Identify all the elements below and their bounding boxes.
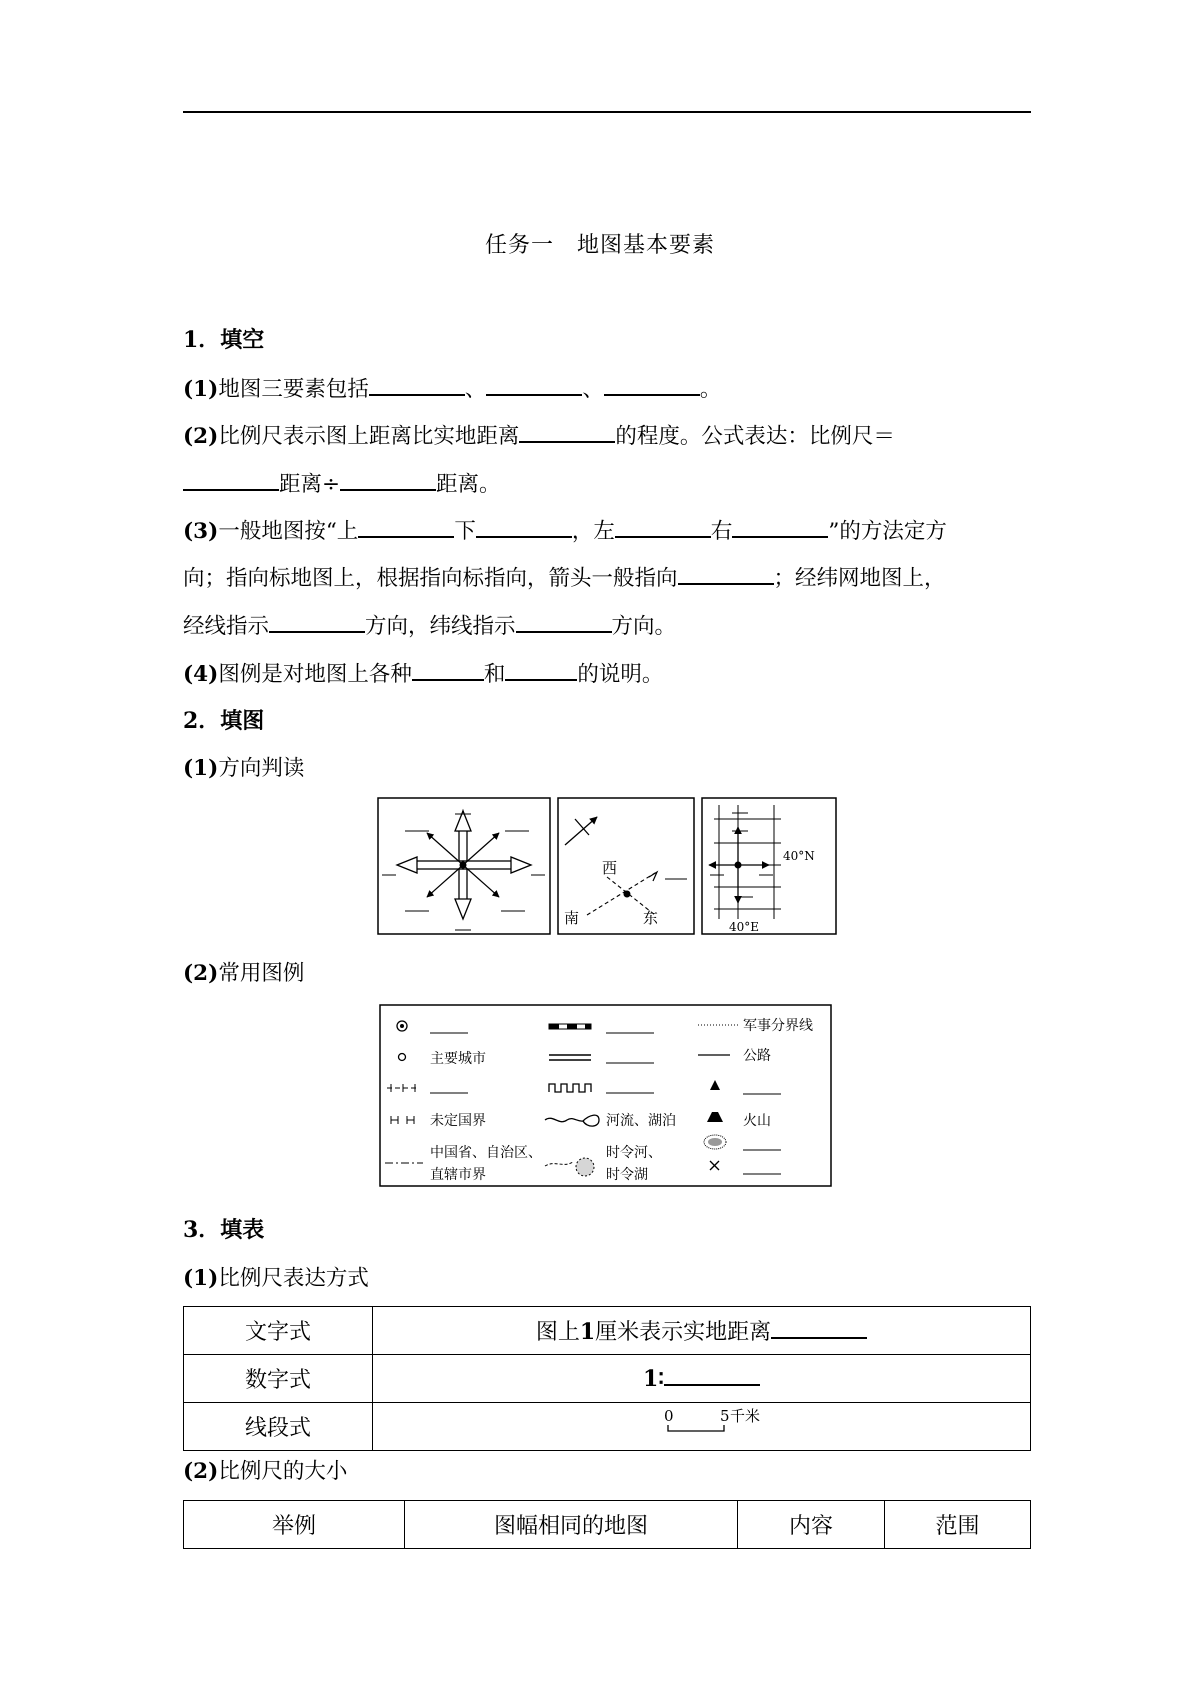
seasonal-river-symbol <box>545 1145 662 1183</box>
subsection-title: 比例尺的大小 <box>218 1459 348 1484</box>
question-text: 一般地图按“上 <box>218 519 359 544</box>
question-text: ”的方法定方 <box>828 519 947 544</box>
answer-blank[interactable] <box>771 1318 867 1339</box>
highway-symbol <box>698 1048 771 1064</box>
answer-blank[interactable] <box>412 660 484 681</box>
question-text: 比例尺表示图上距离比实地距离 <box>218 424 520 449</box>
cell-text: 厘米表示实地距离 <box>595 1320 772 1345</box>
question-number: (4) <box>183 662 219 687</box>
answer-blank[interactable] <box>486 375 582 396</box>
south-label: 南 <box>564 909 580 927</box>
question-text: ，左 <box>571 519 615 544</box>
column-header: 范围 <box>885 1501 1031 1549</box>
subsection-number: (2) <box>183 961 219 986</box>
question-text: 向；指向标地图上，根据指向标指向，箭头一般指向 <box>183 566 678 591</box>
volcano-symbol <box>707 1112 771 1129</box>
separator: 、 <box>582 377 604 402</box>
answer-blank[interactable] <box>505 660 577 681</box>
west-label: 西 <box>602 859 618 877</box>
subsection-title: 方向判读 <box>218 756 305 781</box>
scale-unit-label: 千米 <box>729 1406 760 1425</box>
answer-blank[interactable] <box>664 1365 760 1386</box>
answer-blank[interactable] <box>476 517 572 538</box>
subsection-number: (1) <box>183 756 219 781</box>
row-label: 线段式 <box>184 1403 373 1451</box>
section-1-heading: 1．填空 <box>183 327 265 353</box>
subsection-3-1 <box>183 1261 369 1292</box>
text-form-cell <box>373 1307 1031 1355</box>
answer-blank[interactable] <box>516 612 612 633</box>
answer-blank[interactable] <box>615 517 711 538</box>
question-1-3-line1 <box>183 514 947 545</box>
great-wall-symbol <box>549 1084 654 1093</box>
legend-figure <box>379 1004 833 1188</box>
question-1-3-line3 <box>183 609 676 640</box>
answer-blank[interactable] <box>269 612 365 633</box>
question-text: 距离。 <box>436 472 501 497</box>
direction-figure <box>377 797 837 937</box>
answer-blank[interactable] <box>340 470 436 491</box>
undetermined-border-symbol <box>391 1112 486 1129</box>
answer-blank[interactable] <box>604 375 700 396</box>
question-text: 右 <box>710 519 733 544</box>
cell-number: 1 <box>579 1319 596 1345</box>
row-label: 文字式 <box>184 1307 373 1355</box>
answer-blank[interactable] <box>183 470 279 491</box>
question-1-1 <box>183 372 721 403</box>
capital-symbol <box>397 1021 468 1033</box>
national-border-symbol <box>387 1084 468 1093</box>
question-text: 和 <box>483 662 506 687</box>
question-text: 图例是对地图上各种 <box>218 662 412 687</box>
east-label: 东 <box>643 909 659 927</box>
column-header: 图幅相同的地图 <box>405 1501 738 1549</box>
military-line-label: 军事分界线 <box>743 1018 813 1034</box>
question-number: (1) <box>183 377 219 402</box>
answer-blank[interactable] <box>519 422 615 443</box>
mountain-peak-symbol <box>710 1080 781 1094</box>
scale-start-label: 0 <box>663 1406 674 1425</box>
direction-arrow-panel <box>558 798 694 934</box>
answer-blank[interactable] <box>732 517 828 538</box>
table-header-row <box>184 1501 1031 1549</box>
question-text: 地图三要素包括 <box>218 377 369 402</box>
question-text: 的程度。公式表达：比例尺＝ <box>615 424 895 449</box>
question-1-4 <box>183 657 663 688</box>
question-1-3-line2 <box>183 561 946 592</box>
answer-blank[interactable] <box>369 375 465 396</box>
answer-blank[interactable] <box>358 517 454 538</box>
line-form-cell <box>373 1403 1031 1451</box>
separator: 、 <box>464 377 487 402</box>
punctuation: 。 <box>699 377 722 402</box>
province-border-label-line2: 直辖市界 <box>430 1167 486 1183</box>
question-text: ；经纬网地图上， <box>773 566 946 591</box>
subsection-3-2 <box>183 1454 347 1485</box>
main-city-label: 主要城市 <box>430 1051 486 1067</box>
subsection-2-2 <box>183 956 304 987</box>
subsection-title: 比例尺表达方式 <box>218 1266 369 1291</box>
question-1-2-line2 <box>183 467 501 498</box>
header-rule <box>183 111 1031 113</box>
table-row <box>184 1403 1031 1451</box>
pass-symbol <box>710 1161 781 1174</box>
question-text: 下 <box>454 519 476 544</box>
scale-expression-table <box>183 1306 1031 1451</box>
latitude-label: 40°N <box>783 849 815 863</box>
desert-symbol <box>704 1135 781 1150</box>
subsection-title: 常用图例 <box>218 961 305 986</box>
table-row <box>184 1355 1031 1403</box>
question-text: 距离÷ <box>279 472 341 497</box>
cell-text: 1∶ <box>642 1366 665 1392</box>
question-number: (3) <box>183 519 219 544</box>
answer-blank[interactable] <box>678 564 774 585</box>
scale-size-table <box>183 1500 1031 1549</box>
subsection-number: (2) <box>183 1459 219 1484</box>
graticule-panel <box>702 798 836 934</box>
scale-bar <box>642 1407 762 1441</box>
question-text: 经线指示 <box>183 614 270 639</box>
question-text: 的说明。 <box>577 662 664 687</box>
question-text: 方向。 <box>611 614 677 639</box>
cell-text: 图上 <box>535 1320 580 1345</box>
section-3-heading: 3．填表 <box>183 1217 265 1243</box>
highway-label: 公路 <box>743 1048 771 1064</box>
river-lake-label: 河流、湖泊 <box>606 1113 676 1129</box>
river-lake-symbol <box>545 1112 676 1129</box>
numeric-form-cell <box>373 1355 1031 1403</box>
seasonal-label-line1: 时令河、 <box>606 1145 662 1161</box>
seasonal-label-line2: 时令湖 <box>606 1167 648 1183</box>
military-line-symbol <box>698 1017 813 1034</box>
column-header: 举例 <box>184 1501 405 1549</box>
subsection-number: (1) <box>183 1266 219 1291</box>
volcano-label: 火山 <box>743 1113 771 1129</box>
question-1-2-line1 <box>183 419 895 450</box>
province-border-label-line1: 中国省、自治区、 <box>430 1145 542 1161</box>
main-city-symbol <box>399 1051 487 1067</box>
undetermined-border-label: 未定国界 <box>430 1113 486 1129</box>
table-row <box>184 1307 1031 1355</box>
row-label: 数字式 <box>184 1355 373 1403</box>
column-header: 内容 <box>738 1501 885 1549</box>
subsection-2-1 <box>183 751 304 782</box>
question-text: 方向，纬线指示 <box>365 614 516 639</box>
scale-end-label: 5 <box>719 1406 730 1425</box>
page-title: 任务一 地图基本要素 <box>484 233 715 258</box>
province-border-symbol <box>385 1144 542 1183</box>
longitude-label: 40°E <box>729 920 760 934</box>
compass-panel <box>378 798 550 934</box>
question-number: (2) <box>183 424 219 449</box>
section-2-heading: 2．填图 <box>183 708 265 734</box>
railway-symbol <box>549 1024 654 1033</box>
double-line-symbol <box>549 1055 654 1063</box>
